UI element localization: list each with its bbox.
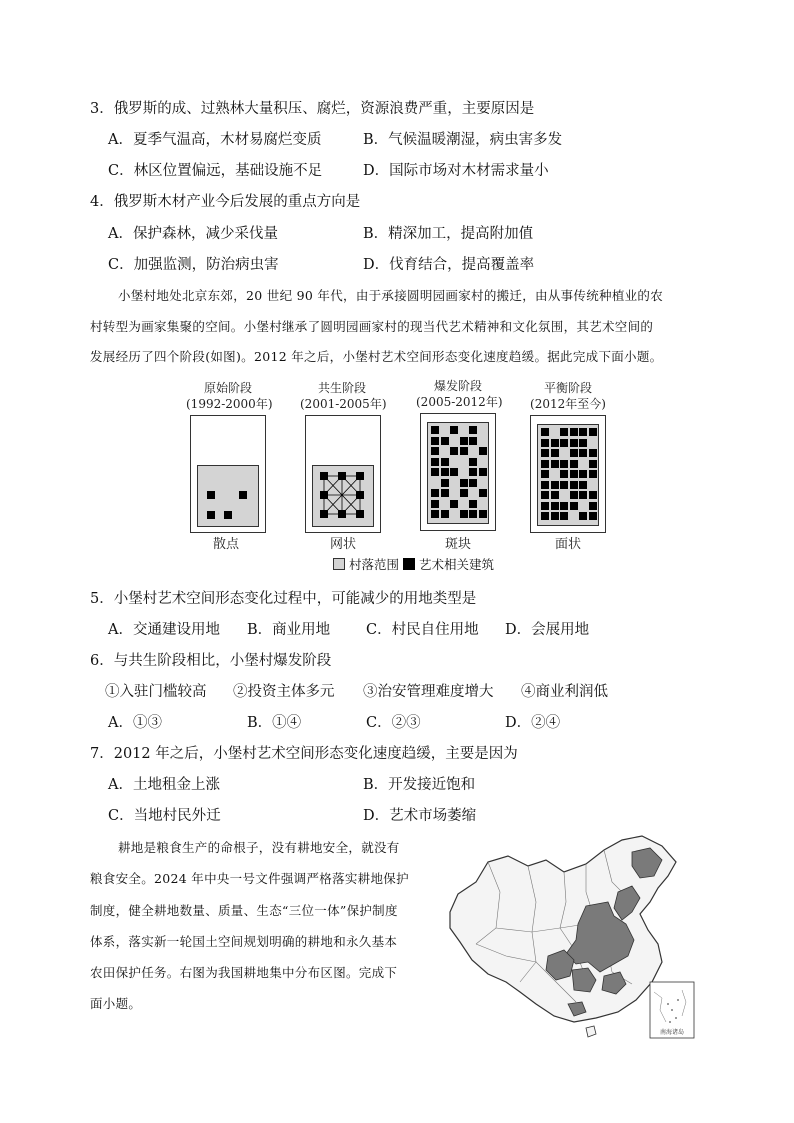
- art-building: [560, 428, 568, 436]
- art-building: [589, 491, 597, 499]
- q3-option-c[interactable]: C．林区位置偏远，基础设施不足: [108, 163, 323, 179]
- stage-4-box: [530, 415, 606, 533]
- q6-option-a[interactable]: A．①③: [108, 715, 162, 731]
- art-building: [469, 458, 477, 466]
- passage1-line: 小堡村地处北京东郊，20 世纪 90 年代，由于承接圆明园画家村的搬迁，由从事传统种植业的农: [118, 288, 664, 303]
- art-building: [570, 491, 578, 499]
- art-building: [224, 511, 232, 519]
- q5-stem: 5．小堡村艺术空间形态变化过程中，可能减少的用地类型是: [90, 591, 477, 607]
- q7-option-b[interactable]: B．开发接近饱和: [363, 777, 476, 793]
- stage-2-name: 共生阶段: [317, 381, 366, 395]
- q6-statement-3: ③治安管理难度增大: [363, 684, 494, 700]
- art-building: [579, 481, 587, 489]
- art-building: [589, 502, 597, 510]
- art-building: [338, 472, 346, 480]
- art-building: [239, 491, 247, 499]
- art-building: [338, 510, 346, 518]
- hainan-island: [586, 1026, 596, 1037]
- art-building: [320, 472, 328, 480]
- q7-option-a[interactable]: A．土地租金上涨: [108, 777, 220, 793]
- art-building: [460, 489, 468, 497]
- legend-art-swatch: [403, 558, 415, 570]
- art-building: [541, 460, 549, 468]
- art-building: [450, 447, 458, 455]
- stage-1-box: [190, 415, 266, 533]
- art-building: [320, 510, 328, 518]
- q7-stem: 7．2012 年之后，小堡村艺术空间形态变化速度趋缓，主要是因为: [90, 746, 518, 762]
- art-building: [431, 426, 439, 434]
- art-building: [441, 468, 449, 476]
- art-building: [469, 468, 477, 476]
- art-building: [579, 491, 587, 499]
- q6-option-d[interactable]: D．②④: [505, 715, 561, 731]
- q5-option-d[interactable]: D．会展用地: [505, 622, 590, 638]
- art-building: [460, 437, 468, 445]
- stage-4-form: 面状: [554, 537, 581, 552]
- china-cultivated-land-map: [436, 832, 714, 1042]
- art-building: [551, 439, 559, 447]
- q3-option-b[interactable]: B．气候温暖潮湿，病虫害多发: [363, 132, 563, 148]
- q3-stem: 3．俄罗斯的成、过熟林大量积压、腐烂，资源浪费严重，主要原因是: [90, 101, 535, 117]
- art-building: [431, 437, 439, 445]
- q4-option-c[interactable]: C．加强监测，防治病虫害: [108, 257, 279, 273]
- art-building: [560, 502, 568, 510]
- art-building: [431, 468, 439, 476]
- q6-option-c[interactable]: C．②③: [366, 715, 421, 731]
- passage2-line: 耕地是粮食生产的命根子，没有耕地安全，就没有: [118, 840, 400, 855]
- q5-option-a[interactable]: A．交通建设用地: [108, 622, 220, 638]
- stage-4-name: 平衡阶段: [543, 381, 592, 395]
- q4-option-b[interactable]: B．精深加工，提高附加值: [363, 226, 534, 242]
- art-building: [560, 512, 568, 520]
- q6-option-b[interactable]: B．①④: [247, 715, 302, 731]
- art-building: [431, 510, 439, 518]
- stage-1-form: 散点: [212, 537, 239, 552]
- stage-2-box: [305, 415, 381, 533]
- art-building: [450, 468, 458, 476]
- art-building: [541, 470, 549, 478]
- passage1-line: 村转型为画家集聚的空间。小堡村继承了圆明园画家村的现当代艺术精神和文化氛围，其艺术空间的: [90, 319, 654, 334]
- art-building: [441, 437, 449, 445]
- art-building: [570, 460, 578, 468]
- art-building: [589, 460, 597, 468]
- art-building: [541, 491, 549, 499]
- art-building: [469, 437, 477, 445]
- art-building: [589, 428, 597, 436]
- legend-art-label: 艺术相关建筑: [418, 557, 494, 572]
- passage2-line: 面小题。: [90, 996, 142, 1011]
- art-building: [441, 458, 449, 466]
- art-building: [551, 502, 559, 510]
- art-building: [551, 460, 559, 468]
- q5-option-c[interactable]: C．村民自住用地: [366, 622, 479, 638]
- stage-3-form: 斑块: [444, 537, 471, 552]
- art-building: [479, 468, 487, 476]
- art-building: [570, 439, 578, 447]
- art-building: [479, 447, 487, 455]
- art-building: [431, 458, 439, 466]
- art-building: [431, 489, 439, 497]
- stage-3-name: 爆发阶段: [433, 379, 482, 393]
- art-building: [589, 470, 597, 478]
- art-building: [579, 449, 587, 457]
- art-building: [356, 491, 364, 499]
- stage-4-period: (2012年至今): [530, 397, 606, 411]
- passage2-line: 体系，落实新一轮国土空间规划明确的耕地和永久基本: [90, 934, 398, 949]
- q7-option-d[interactable]: D．艺术市场萎缩: [363, 808, 477, 824]
- q6-stem: 6．与共生阶段相比，小堡村爆发阶段: [90, 653, 332, 669]
- passage1-line: 发展经历了四个阶段(如图)。2012 年之后，小堡村艺术空间形态变化速度趋缓。据此完成下面小题。: [90, 349, 663, 364]
- q3-option-d[interactable]: D．国际市场对木材需求量小: [363, 163, 549, 179]
- inset-label: 南海诸岛: [659, 1029, 685, 1036]
- art-building: [356, 472, 364, 480]
- art-building: [541, 481, 549, 489]
- art-building: [560, 439, 568, 447]
- q4-option-a[interactable]: A．保护森林，减少采伐量: [108, 226, 278, 242]
- art-building: [589, 512, 597, 520]
- art-building: [579, 512, 587, 520]
- passage2-line: 农田保护任务。右图为我国耕地集中分布区图。完成下: [90, 965, 398, 980]
- art-building: [479, 489, 487, 497]
- art-building: [551, 481, 559, 489]
- legend-village-label: 村落范围: [348, 557, 399, 572]
- art-building: [570, 470, 578, 478]
- q6-statement-2: ②投资主体多元: [233, 684, 335, 700]
- art-building: [579, 470, 587, 478]
- art-building: [469, 500, 477, 508]
- q6-statement-1: ①入驻门槛较高: [105, 684, 207, 700]
- q6-statement-4: ④商业利润低: [521, 684, 608, 700]
- stage-3-period: (2005-2012年): [416, 395, 503, 409]
- art-building: [589, 449, 597, 457]
- art-building: [560, 470, 568, 478]
- art-building: [441, 510, 449, 518]
- art-building: [460, 447, 468, 455]
- art-building: [570, 449, 578, 457]
- art-building: [431, 447, 439, 455]
- art-building: [570, 428, 578, 436]
- art-building: [541, 449, 549, 457]
- art-building: [551, 491, 559, 499]
- art-building: [579, 439, 587, 447]
- stage-1-period: (1992-2000年): [186, 397, 273, 411]
- art-building: [460, 510, 468, 518]
- art-building: [479, 510, 487, 518]
- q3-option-a[interactable]: A．夏季气温高，木材易腐烂变质: [108, 132, 322, 148]
- art-building: [560, 481, 568, 489]
- q7-option-c[interactable]: C．当地村民外迁: [108, 808, 221, 824]
- stage-2-form: 网状: [329, 537, 356, 552]
- art-building: [570, 502, 578, 510]
- passage2-line: 粮食安全。2024 年中央一号文件强调严格落实耕地保护: [90, 871, 409, 886]
- art-building: [469, 510, 477, 518]
- art-building: [207, 491, 215, 499]
- art-building: [551, 449, 559, 457]
- art-building: [570, 481, 578, 489]
- passage2-line: 制度，健全耕地数量、质量、生态“三位一体”保护制度: [90, 903, 398, 918]
- stage-2-period: (2001-2005年): [300, 397, 387, 411]
- stage-1-name: 原始阶段: [203, 381, 252, 395]
- art-building: [207, 511, 215, 519]
- art-building: [560, 460, 568, 468]
- art-building: [356, 510, 364, 518]
- legend-village-swatch: [333, 558, 345, 570]
- art-building: [541, 512, 549, 520]
- art-building: [541, 502, 549, 510]
- q5-option-b[interactable]: B．商业用地: [247, 622, 331, 638]
- art-building: [431, 500, 439, 508]
- art-building: [541, 439, 549, 447]
- art-building: [320, 491, 328, 499]
- art-building: [441, 489, 449, 497]
- stage-3-box: [420, 413, 496, 531]
- art-building: [450, 426, 458, 434]
- art-building: [469, 426, 477, 434]
- q4-option-d[interactable]: D．伐育结合，提高覆盖率: [363, 257, 535, 273]
- art-building: [469, 479, 477, 487]
- figure-legend: [333, 557, 494, 572]
- art-building: [460, 479, 468, 487]
- art-building: [579, 428, 587, 436]
- art-building: [441, 479, 449, 487]
- art-building: [541, 428, 549, 436]
- q4-stem: 4．俄罗斯木材产业今后发展的重点方向是: [90, 194, 361, 210]
- art-building: [450, 500, 458, 508]
- art-building: [551, 512, 559, 520]
